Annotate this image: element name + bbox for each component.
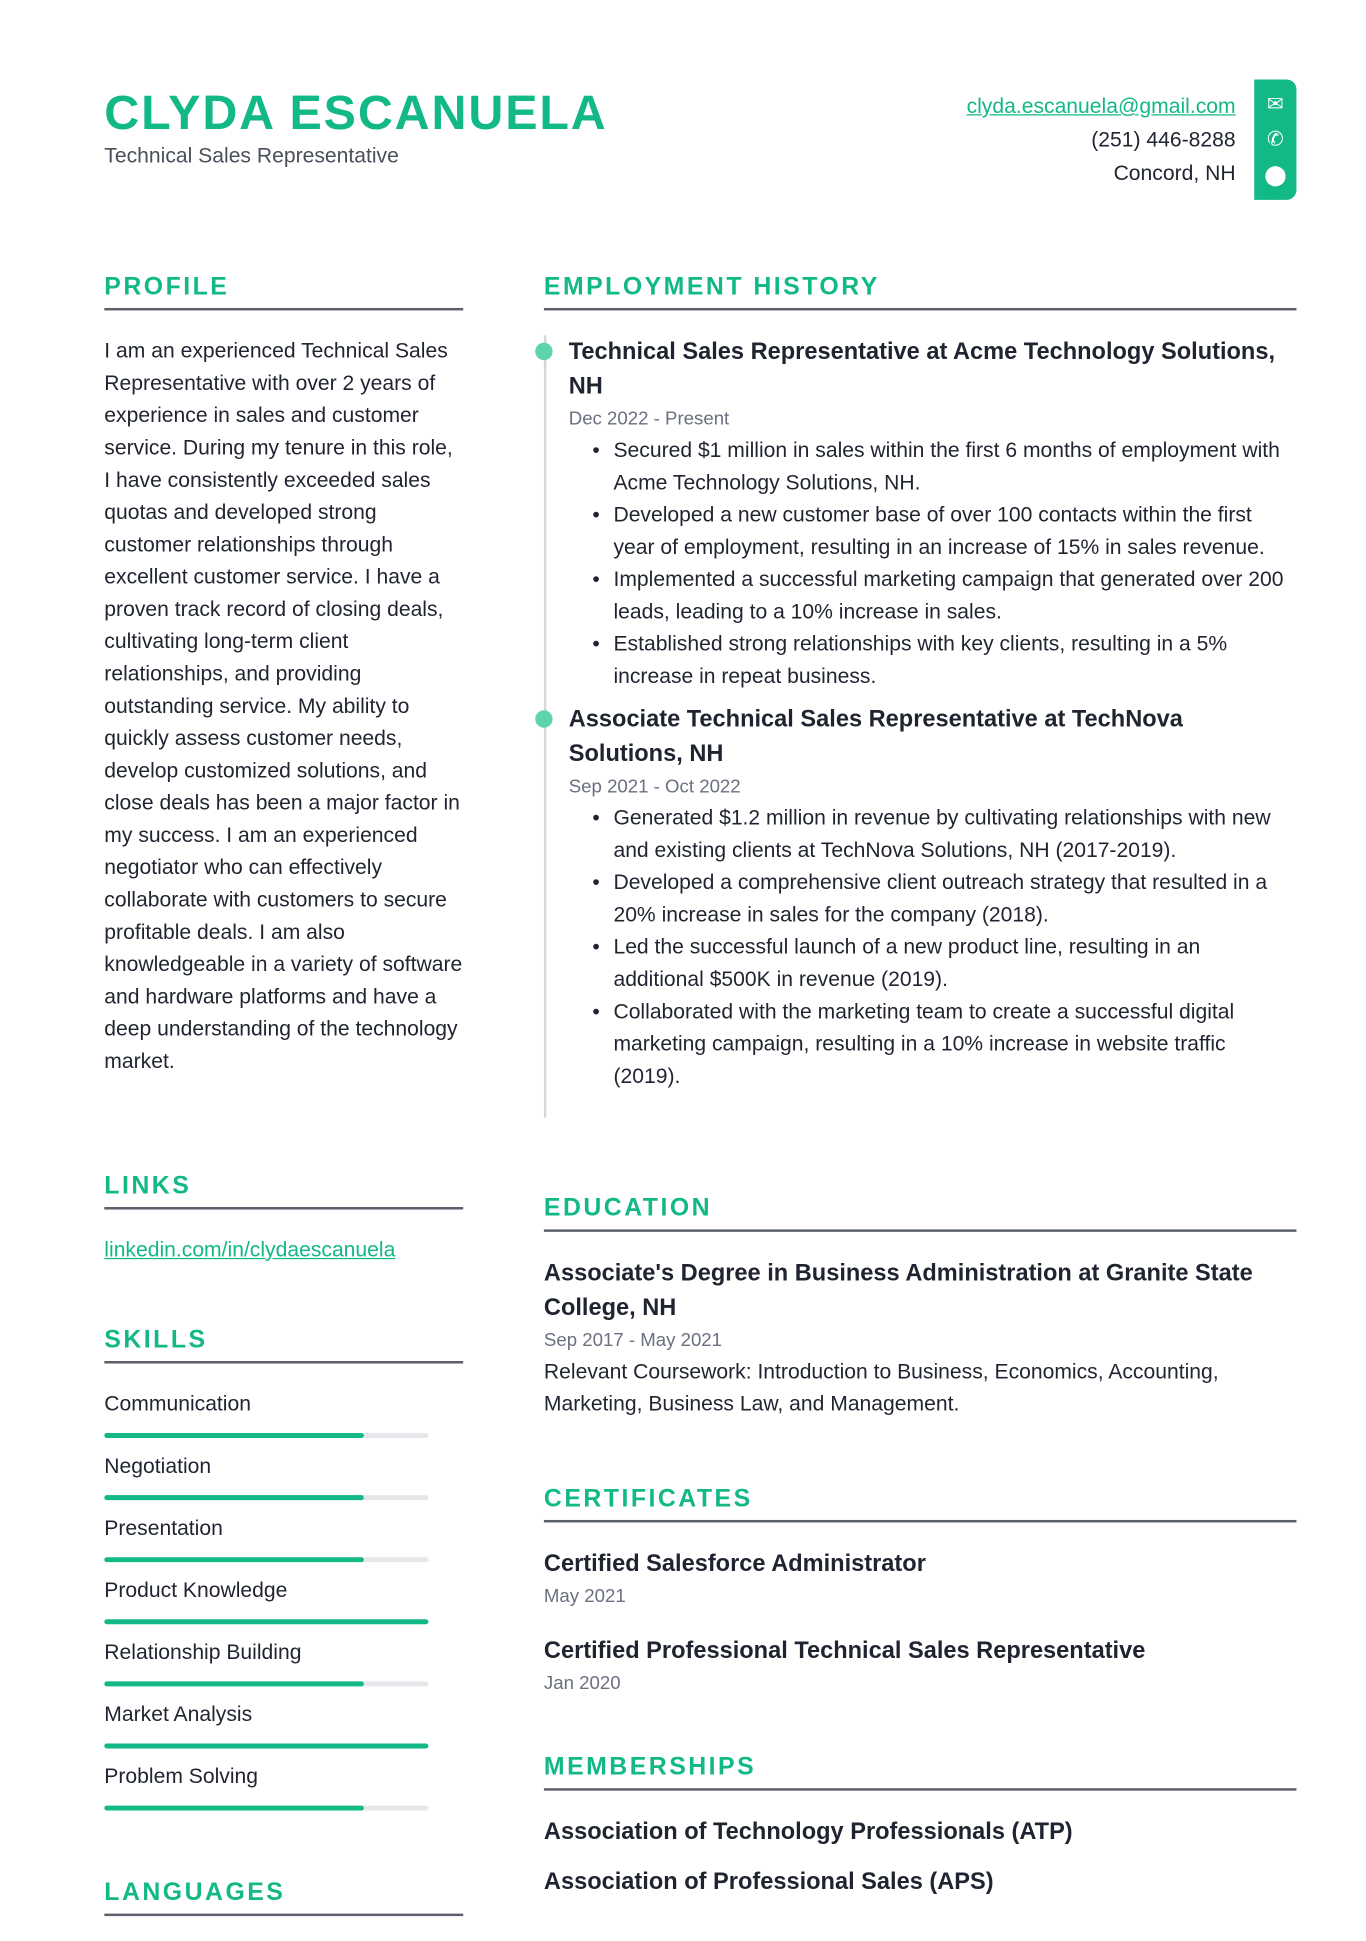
job-bullet: • Secured $1 million in sales within the first 6 months of employment with Acme Technology Solutions, NH.: [589, 435, 1297, 500]
languages-section: [104, 1879, 463, 1941]
section-heading: EDUCATION: [544, 1195, 1297, 1232]
skills-section: [104, 1326, 463, 1823]
job-bullet: • Developed a comprehensive client outreach strategy that resulted in a 20% increase in sales for the company (2018).: [589, 867, 1297, 932]
profile-text: I am an experienced Technical Sales Representative with over 2 years of experience in sales and customer service. During my tenure in this role, I have consistently exceeded sales quotas and developed strong customer relationships through excellent customer service. I have a proven track record of closing deals, cultivating long-term client relationships, and providing outstanding service. My ability to quickly assess customer needs, develop customized solutions, and close deals has been a major factor in my success. I am an experienced negotiator who can effectively collaborate with customers to secure profitable deals. I am also knowledgeable in a variety of software and hardware platforms and have a deep understanding of the technology market.: [104, 339, 463, 1073]
skill-label: Negotiation: [104, 1454, 212, 1478]
job-title: Associate Technical Sales Representative at TechNova Solutions, NH: [568, 706, 1183, 768]
contact-info: [967, 89, 1236, 190]
skill-level-bar: [104, 1806, 428, 1811]
certificate-entry: [544, 1634, 1297, 1699]
timeline-dot: [535, 343, 552, 360]
degree-title: Associate's Degree in Business Administration at Granite State College, NH: [543, 1260, 1253, 1322]
job-title: Technical Sales Representative at Acme Technology Solutions, NH: [568, 339, 1276, 400]
skill-level-bar: [104, 1495, 428, 1500]
job-bullet: • Established strong relationships with key clients, resulting in a 5% increase in repeat business.: [589, 628, 1297, 693]
skill-level-bar: [104, 1681, 428, 1686]
section-heading: LANGUAGES: [104, 1879, 463, 1916]
section-heading: LINKS: [104, 1172, 463, 1209]
phone-icon: ✆: [1267, 129, 1284, 151]
skill-level-fill: [104, 1681, 363, 1686]
skill-level-fill: [104, 1619, 428, 1624]
phone: (251) 446-8288: [1091, 127, 1236, 152]
skill-level-fill: [104, 1806, 363, 1811]
dates: Jan 2020: [543, 1672, 621, 1694]
dates: May 2021: [543, 1585, 626, 1607]
job-bullet: • Led the successful launch of a new product line, resulting in an additional $500K in revenue (2019).: [589, 931, 1297, 996]
section-heading: MEMBERSHIPS: [544, 1753, 1297, 1790]
candidate-title: Technical Sales Representative: [104, 144, 399, 168]
timeline-dot: [535, 710, 552, 727]
section-heading: SKILLS: [104, 1326, 463, 1363]
certificates-section: [544, 1485, 1297, 1721]
certificate-title: Certified Salesforce Administrator: [543, 1551, 926, 1578]
section-heading: CERTIFICATES: [544, 1485, 1297, 1522]
job-bullets: [589, 435, 1297, 693]
skill-level-fill: [104, 1743, 428, 1748]
skill-label: Product Knowledge: [104, 1578, 288, 1602]
skill-level-bar: [104, 1743, 428, 1748]
job-bullet: • Implemented a successful marketing campaign that generated over 200 leads, leading to a 10% increase in sales.: [589, 564, 1297, 629]
skill-label: Communication: [104, 1392, 251, 1416]
skill-item: [104, 1575, 463, 1625]
profile-section: [104, 273, 463, 1078]
skill-label: Presentation: [104, 1516, 223, 1540]
skill-level-fill: [104, 1495, 363, 1500]
envelope-icon: ✉: [1267, 94, 1284, 116]
skill-level-fill: [104, 1433, 363, 1438]
skill-label: Problem Solving: [104, 1764, 259, 1789]
contact-icon-bar: [1254, 79, 1296, 199]
skill-level-bar: [104, 1433, 428, 1438]
location: Concord, NH: [1113, 161, 1236, 186]
memberships-section: [544, 1753, 1297, 1914]
skill-level-fill: [104, 1557, 363, 1562]
skill-item: [104, 1450, 463, 1500]
links-section: [104, 1172, 463, 1266]
job-entry: [544, 703, 1297, 1093]
skill-label: Market Analysis: [104, 1702, 253, 1727]
skill-item: [104, 1637, 463, 1687]
skill-item: [104, 1388, 463, 1438]
employment-section: [544, 273, 1297, 1103]
job-bullet: • Generated $1.2 million in revenue by cultivating relationships with new and existing clients at TechNova Solutions, NH (2017-2019).: [589, 802, 1297, 867]
membership-item: Association of Technology Professionals (ATP): [543, 1819, 1073, 1846]
section-heading: PROFILE: [104, 273, 463, 310]
skill-item: [104, 1699, 463, 1749]
candidate-name: CLYDA ESCANUELA: [104, 86, 608, 141]
job-bullet: • Collaborated with the marketing team to create a successful digital marketing campaign, resulting in a 10% increase in website traffic (2019).: [589, 996, 1297, 1093]
map-pin-icon: ⬤: [1264, 164, 1287, 187]
membership-item: Association of Professional Sales (APS): [543, 1868, 994, 1895]
skill-level-bar: [104, 1557, 428, 1562]
skill-level-bar: [104, 1619, 428, 1624]
linkedin-link[interactable]: linkedin.com/in/clydaescanuela: [104, 1238, 396, 1262]
job-entry: [544, 335, 1297, 693]
dates: Sep 2017 - May 2021: [543, 1329, 723, 1352]
skill-item: [104, 1761, 463, 1811]
skill-item: [104, 1513, 463, 1563]
certificate-entry: [544, 1547, 1297, 1612]
section-heading: EMPLOYMENT HISTORY: [544, 273, 1297, 310]
job-bullets: [589, 802, 1297, 1093]
skill-label: Relationship Building: [104, 1640, 302, 1665]
job-bullet: • Developed a new customer base of over 100 contacts within the first year of employment, resulting in an increase of 15% in sales revenue.: [589, 499, 1297, 564]
education-section: [544, 1195, 1297, 1443]
job-dates: Dec 2022 - Present: [568, 408, 730, 430]
certificate-title: Certified Professional Technical Sales Representative: [543, 1637, 1146, 1665]
job-dates: Sep 2021 - Oct 2022: [568, 776, 741, 798]
education-entry: [544, 1257, 1297, 1421]
coursework: Relevant Coursework: Introduction to Business, Economics, Accounting, Marketing, Business Law, and Management.: [543, 1359, 1219, 1416]
email-link[interactable]: clyda.escanuela@gmail.com: [966, 94, 1236, 118]
